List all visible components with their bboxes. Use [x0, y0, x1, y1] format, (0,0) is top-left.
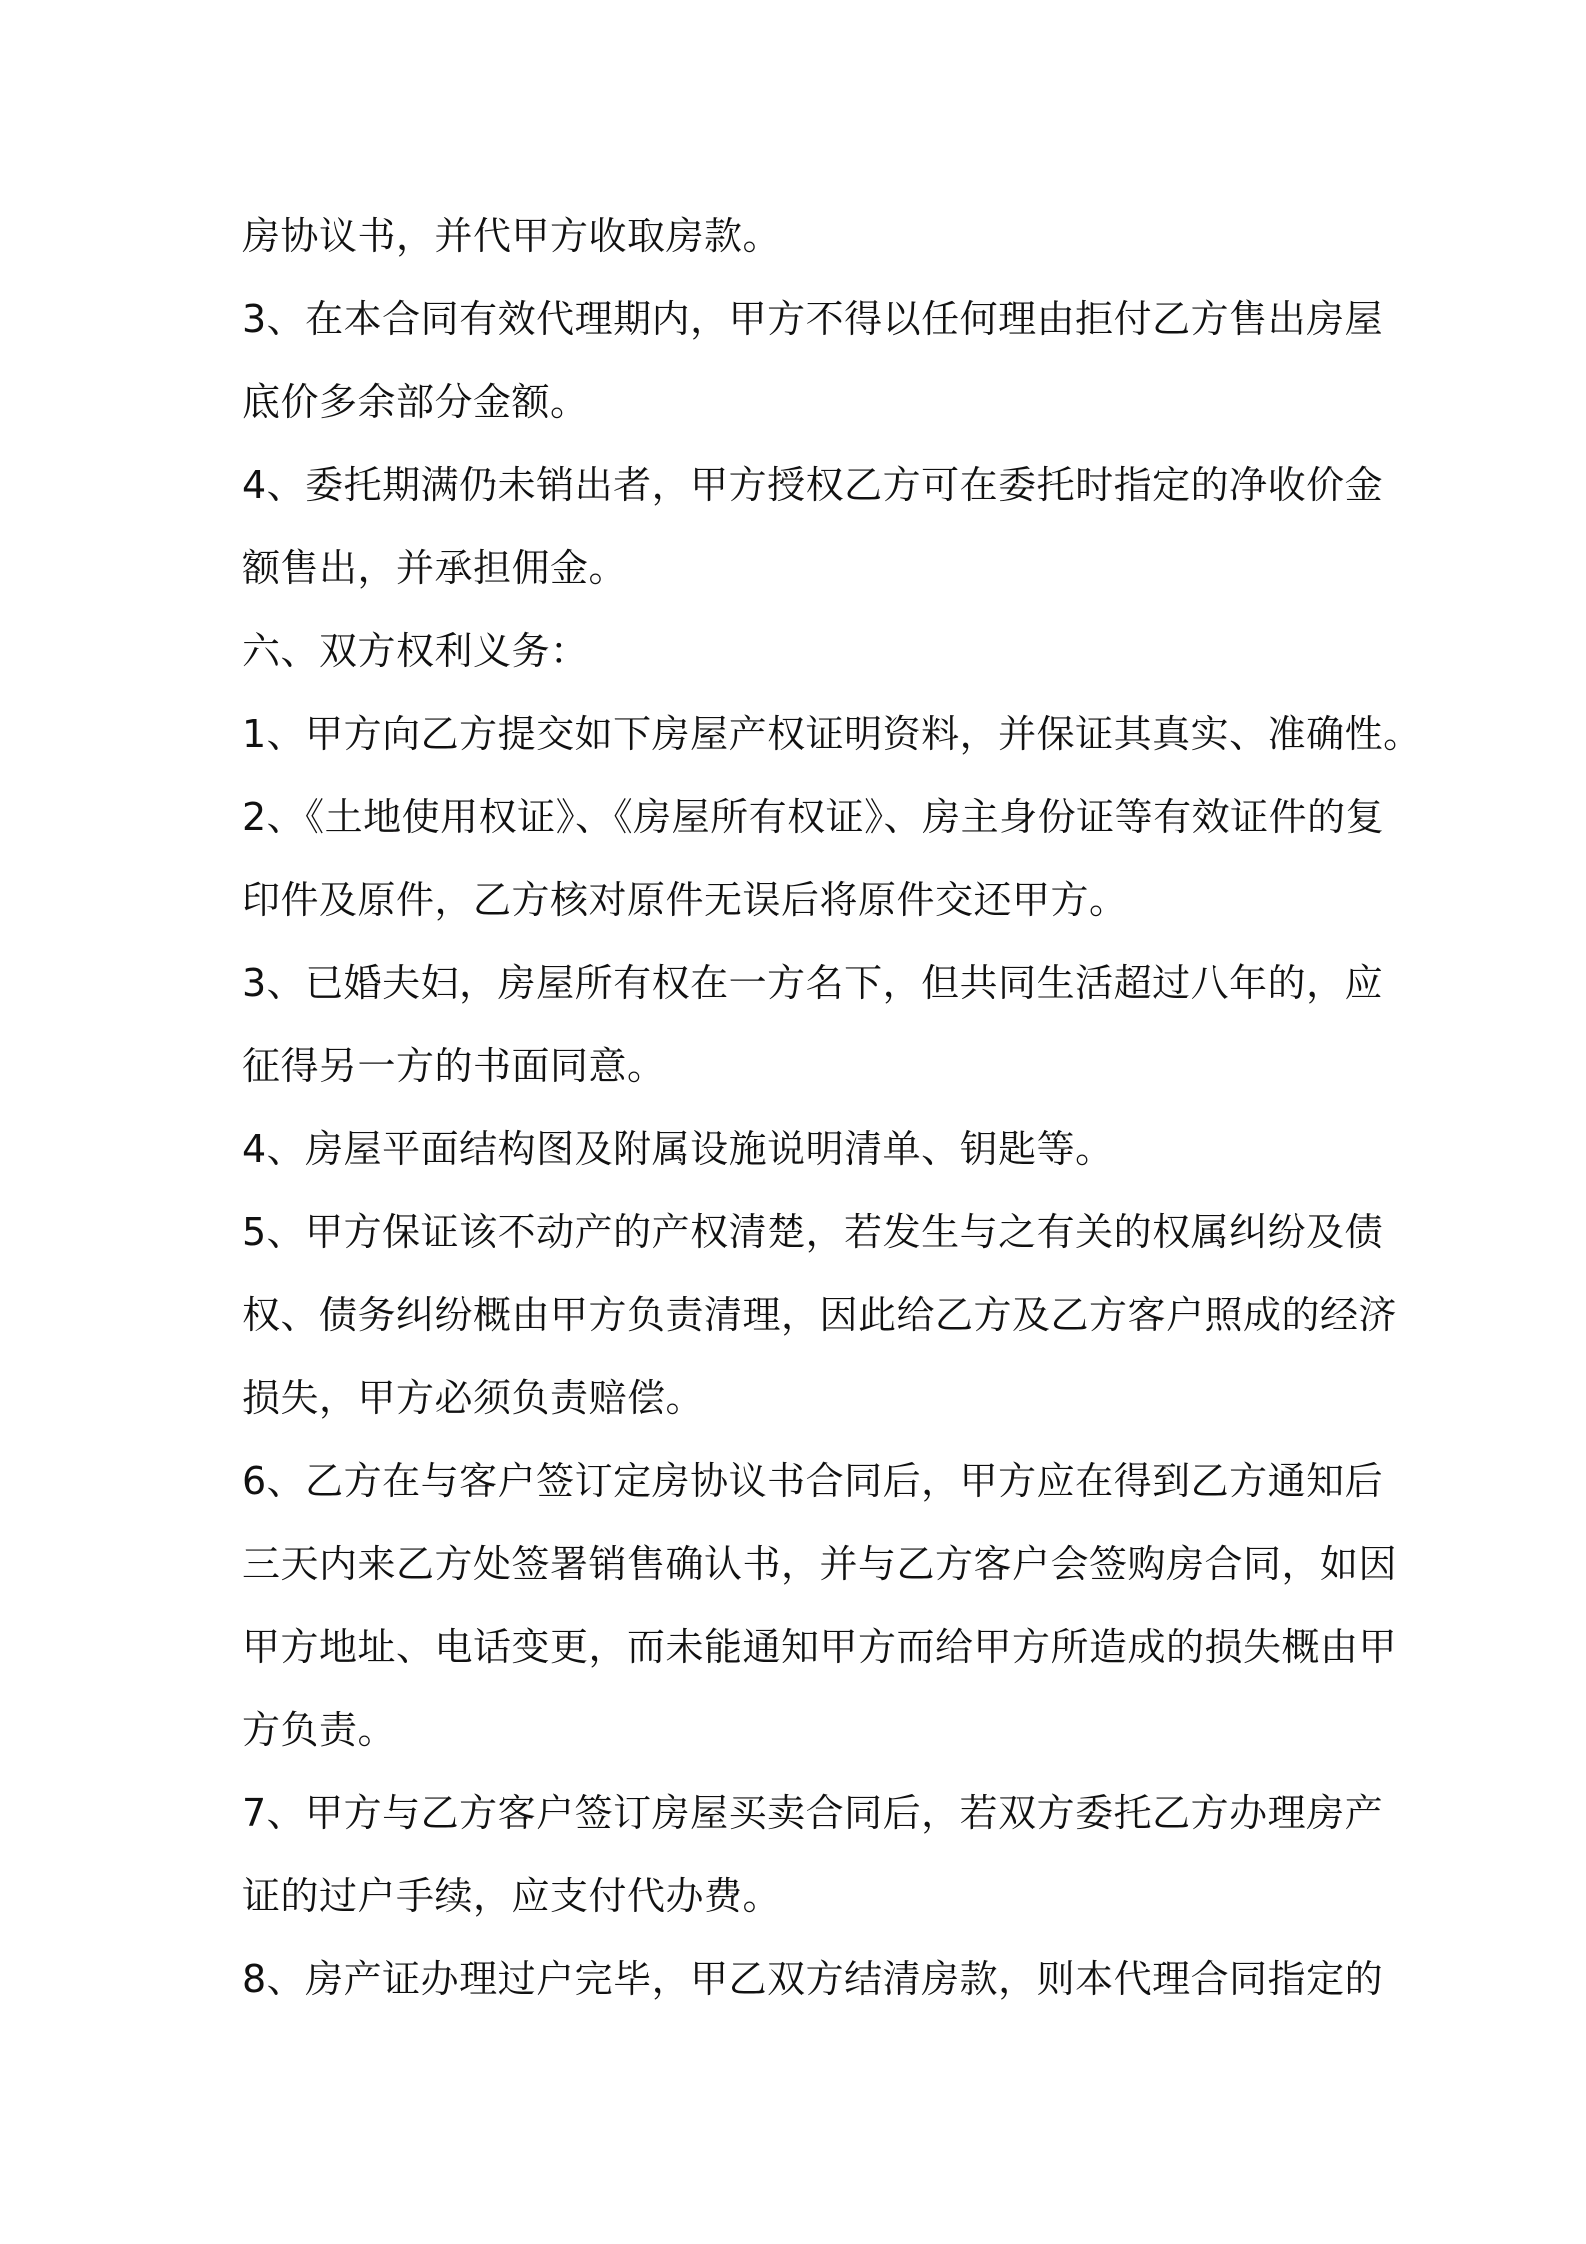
text-line: 2、《土地使用权证》、《房屋所有权证》、房主身份证等有效证件的复	[242, 795, 1385, 839]
text-line: 4、委托期满仍未销出者，甲方授权乙方可在委托时指定的净收价金	[242, 463, 1384, 507]
text-line: 房协议书，并代甲方收取房款。	[242, 214, 782, 258]
text-line: 底价多余部分金额。	[242, 380, 589, 424]
text-line: 5、甲方保证该不动产的产权清楚，若发生与之有关的权属纠纷及债	[242, 1210, 1384, 1254]
text-line: 甲方地址、电话变更，而未能通知甲方而给甲方所造成的损失概由甲	[242, 1625, 1398, 1669]
text-line: 损失，甲方必须负责赔偿。	[242, 1376, 705, 1420]
text-line: 权、债务纠纷概由甲方负责清理，因此给乙方及乙方客户照成的经济	[242, 1293, 1398, 1337]
text-line: 8、房产证办理过户完毕，甲乙双方结清房款，则本代理合同指定的	[242, 1957, 1384, 2001]
text-line: 证的过户手续，应支付代办费。	[242, 1874, 782, 1918]
text-line: 3、在本合同有效代理期内，甲方不得以任何理由拒付乙方售出房屋	[242, 297, 1384, 341]
text-line: 印件及原件，乙方核对原件无误后将原件交还甲方。	[242, 878, 1128, 922]
text-line: 6、乙方在与客户签订定房协议书合同后，甲方应在得到乙方通知后	[242, 1459, 1384, 1503]
text-line: 三天内来乙方处签署销售确认书，并与乙方客户会签购房合同，如因	[242, 1542, 1398, 1586]
text-line: 方负责。	[242, 1708, 397, 1752]
text-line: 1、甲方向乙方提交如下房屋产权证明资料，并保证其真实、准确性。	[242, 712, 1422, 756]
document-body	[242, 195, 1422, 2021]
text-line: 7、甲方与乙方客户签订房屋买卖合同后，若双方委托乙方办理房产	[242, 1791, 1384, 1835]
text-line: 4、房屋平面结构图及附属设施说明清单、钥匙等。	[242, 1127, 1114, 1171]
text-line: 3、已婚夫妇，房屋所有权在一方名下，但共同生活超过八年的，应	[242, 961, 1384, 1005]
text-line: 额售出，并承担佣金。	[242, 546, 628, 590]
text-line: 征得另一方的书面同意。	[242, 1044, 666, 1088]
section-heading: 六、双方权利义务：	[242, 629, 589, 673]
